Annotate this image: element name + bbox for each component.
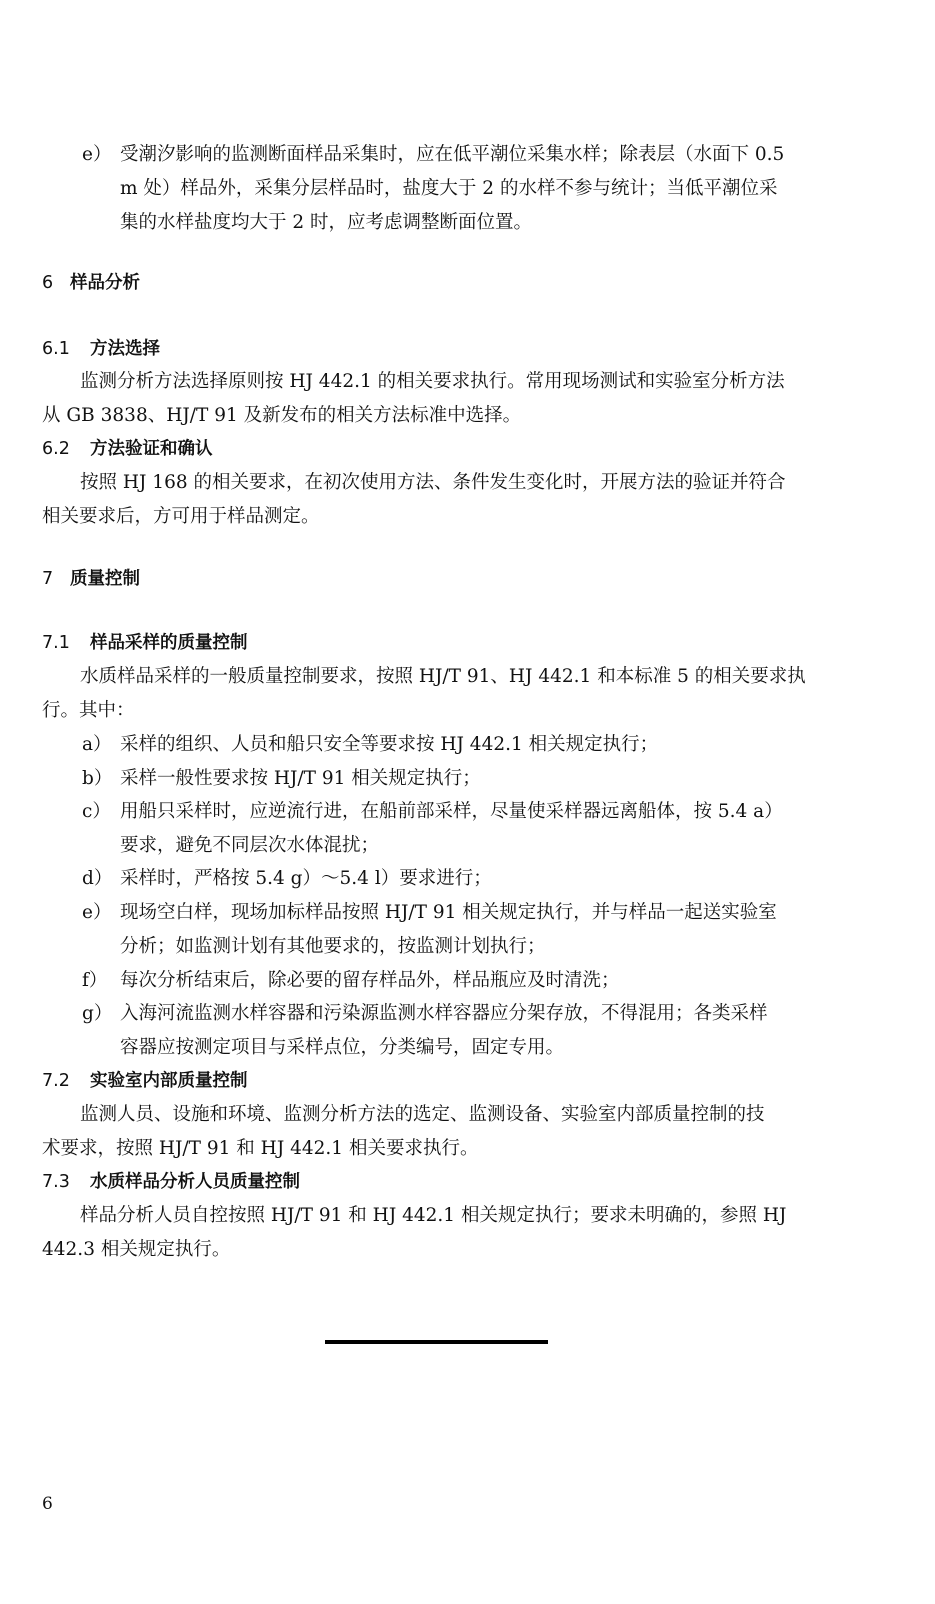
list-text-line: 用船只采样时，应逆流行进，在船前部采样，尽量使采样器远离船体，按 5.4 a） — [120, 801, 783, 822]
list-label: c） — [82, 801, 111, 822]
list-text-line: 每次分析结束后，除必要的留存样品外，样品瓶应及时清洗； — [120, 970, 620, 991]
subsection-number: 7.2 — [42, 1071, 70, 1091]
subsection-heading: 实验室内部质量控制 — [90, 1071, 248, 1091]
list-text-line: 入海河流监测水样容器和污染源监测水样容器应分架存放，不得混用；各类采样 — [120, 1003, 768, 1024]
list-label: b） — [82, 768, 113, 789]
paragraph-line: 442.3 相关规定执行。 — [42, 1239, 231, 1260]
section-number: 6 — [42, 273, 54, 293]
list-label: d） — [82, 868, 113, 889]
section-number: 7 — [42, 569, 54, 589]
paragraph-line: 术要求，按照 HJ/T 91 和 HJ 442.1 相关要求执行。 — [42, 1138, 479, 1159]
section-heading: 质量控制 — [70, 569, 140, 589]
subsection-number: 6.2 — [42, 439, 70, 459]
subsection-heading: 方法验证和确认 — [90, 439, 213, 459]
list-text-line: 现场空白样，现场加标样品按照 HJ/T 91 相关规定执行，并与样品一起送实验室 — [120, 902, 777, 923]
subsection-heading: 水质样品分析人员质量控制 — [90, 1172, 300, 1192]
list-label: f） — [82, 970, 108, 991]
subsection-heading: 方法选择 — [90, 339, 160, 359]
subsection-heading: 样品采样的质量控制 — [90, 633, 248, 653]
paragraph-line: 水质样品采样的一般质量控制要求，按照 HJ/T 91、HJ 442.1 和本标准 5 的相关要求执 — [80, 666, 806, 687]
subsection-number: 6.1 — [42, 339, 70, 359]
list-label-e-top: e） — [82, 144, 112, 165]
paragraph-line: 监测分析方法选择原则按 HJ 442.1 的相关要求执行。常用现场测试和实验室分析方法 — [80, 371, 785, 392]
list-text-line: 受潮汐影响的监测断面样品采集时，应在低平潮位采集水样；除表层（水面下 0.5 — [120, 144, 785, 165]
section-heading: 样品分析 — [70, 273, 140, 293]
paragraph-line: 监测人员、设施和环境、监测分析方法的选定、监测设备、实验室内部质量控制的技 — [80, 1104, 765, 1125]
subsection-number: 7.3 — [42, 1172, 70, 1192]
paragraph-line: 样品分析人员自控按照 HJ/T 91 和 HJ 442.1 相关规定执行；要求未明确的，参照 HJ — [80, 1205, 787, 1226]
list-text-line: 采样的组织、人员和船只安全等要求按 HJ 442.1 相关规定执行； — [120, 734, 659, 755]
list-text-line: 采样时，严格按 5.4 g）～5.4 l）要求进行； — [120, 868, 492, 889]
list-label: e） — [82, 902, 112, 923]
list-text-line: 集的水样盐度均大于 2 时，应考虑调整断面位置。 — [120, 212, 533, 233]
list-text-line: 采样一般性要求按 HJ/T 91 相关规定执行； — [120, 768, 481, 789]
list-text-line: m 处）样品外，采集分层样品时，盐度大于 2 的水样不参与统计；当低平潮位采 — [120, 178, 778, 199]
paragraph-line: 行。其中： — [42, 700, 135, 721]
subsection-number: 7.1 — [42, 633, 70, 653]
list-label: a） — [82, 734, 112, 755]
list-label: g） — [82, 1003, 113, 1024]
list-text-line: 分析；如监测计划有其他要求的，按监测计划执行； — [120, 936, 546, 957]
paragraph-line: 相关要求后，方可用于样品测定。 — [42, 506, 320, 527]
paragraph-line: 从 GB 3838、HJ/T 91 及新发布的相关方法标准中选择。 — [42, 405, 522, 426]
paragraph-line: 按照 HJ 168 的相关要求，在初次使用方法、条件发生变化时，开展方法的验证并符合 — [80, 472, 786, 493]
list-text-line: 容器应按测定项目与采样点位，分类编号，固定专用。 — [120, 1037, 565, 1058]
page-number: 6 — [42, 1494, 53, 1514]
list-text-line: 要求，避免不同层次水体混扰； — [120, 835, 380, 856]
end-of-document-rule — [325, 1340, 548, 1344]
